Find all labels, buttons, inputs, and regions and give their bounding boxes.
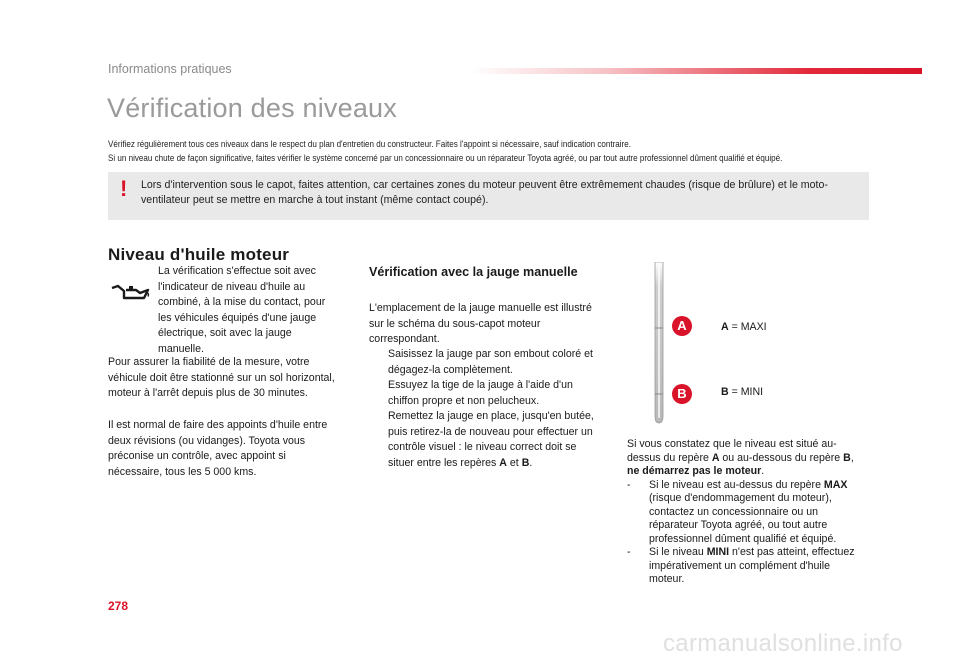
section-header-title: Informations pratiques <box>108 62 232 76</box>
intro-text <box>108 137 878 165</box>
page-title: Vérification des niveaux <box>107 93 397 123</box>
oil-can-icon <box>110 282 150 300</box>
oil-section-heading: Niveau d'huile moteur <box>108 245 290 264</box>
measurement-paragraph: Pour assurer la fiabilité de la mesure, votre véhicule doit être stationné sur un sol horizontal, moteur à l'arrêt depuis plus de 30 minutes. <box>108 356 335 399</box>
page-number: 278 <box>108 599 129 613</box>
intro-line-2: Si un niveau chute de façon significative, faites vérifier le système concerné par un concessionnaire ou un réparateur Toyota agréé, ou par tout autre professionnel dûment qualifié et équipé. <box>108 152 783 163</box>
step-text: Saisissez la jauge par son embout coloré et dégagez-la complètement. <box>388 348 593 376</box>
gauge-steps-list <box>369 347 601 471</box>
intro-line-1: Vérifiez régulièrement tous ces niveaux dans le respect du plan d'entretien du constructeur. Faites l'appoint si nécessaire, sauf indication contraire. <box>108 138 631 149</box>
level-notes-list <box>627 479 859 587</box>
header-accent-bar <box>470 68 922 74</box>
manual-gauge-heading: Vérification avec la jauge manuelle <box>369 265 578 279</box>
manual-gauge-intro: L'emplacement de la jauge manuelle est illustré sur le schéma du sous-capot moteur correspondant. <box>369 302 592 345</box>
step-text: Remettez la jauge en place, jusqu'en butée, puis retirez-la de nouveau pour effectuer un contrôle visuel : le niveau correct doit se situer entre les repères A et B. <box>388 410 594 469</box>
top-up-paragraph: Il est normal de faire des appoints d'huile entre deux révisions (ou vidanges). Toyota vous préconise un contrôle, avec appoint si nécessaire, tous les 5 000 kms. <box>108 419 328 478</box>
list-item <box>369 378 601 409</box>
oil-indicator-description: La vérification s'effectue soit avec l'indicateur de niveau d'huile au combiné, à la mise du contact, pour les véhicules équipés d'une jauge électrique, soit avec la jauge manuelle. <box>158 265 326 355</box>
dipstick-illustration <box>652 262 666 424</box>
warning-icon: ! <box>120 176 128 201</box>
list-item <box>369 409 601 471</box>
warning-box <box>108 172 869 220</box>
watermark: carmanualsonline.info <box>663 630 903 657</box>
marker-a-badge: A <box>672 316 692 336</box>
level-notes-intro: Si vous constatez que le niveau est situé au-dessus du repère A ou au-dessous du repère B, ne démarrez pas le moteur. <box>627 438 854 477</box>
step-text: Essuyez la tige de la jauge à l'aide d'un chiffon propre et non pelucheux. <box>388 379 573 407</box>
max-label: A = MAXI <box>721 321 767 333</box>
level-notes <box>627 438 859 587</box>
marker-b-badge: B <box>672 384 692 404</box>
list-item <box>369 347 601 378</box>
min-label: B = MINI <box>721 386 764 398</box>
list-item: - Si le niveau MINI n'est pas atteint, effectuez impérativement un complément d'huile moteur. <box>627 546 855 585</box>
warning-text: Lors d'intervention sous le capot, faites attention, car certaines zones du moteur peuvent être extrêmement chaudes (risque de brûlure) et le moto-ventilateur peut se mettre en marche à tout instant (même contact coupé). <box>141 179 828 206</box>
list-item: - Si le niveau est au-dessus du repère MAX (risque d'endommagement du moteur), contactez un concessionnaire ou un réparateur Toyota agréé, ou tout autre professionnel dûment qualifié et équipé. <box>627 478 848 545</box>
